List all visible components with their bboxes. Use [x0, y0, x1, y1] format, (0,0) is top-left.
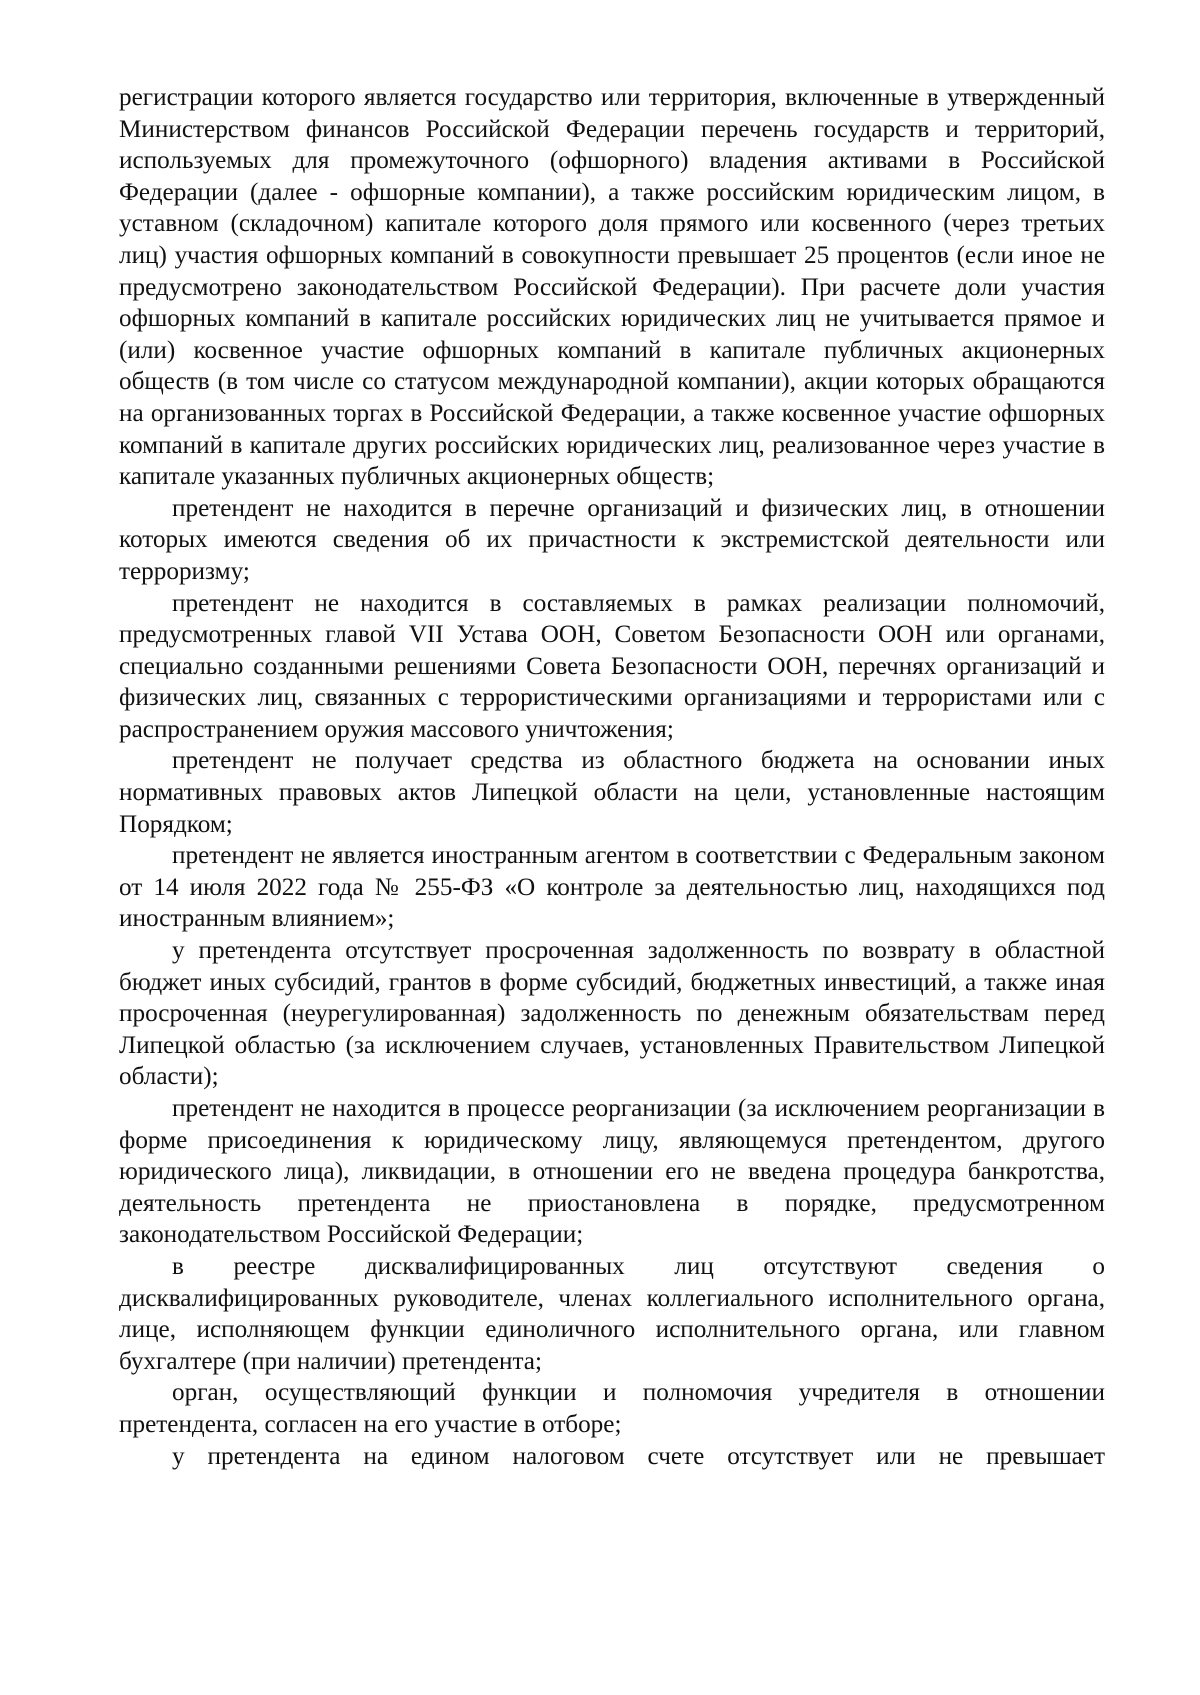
document-body	[119, 82, 1105, 1472]
paragraph-offshore-companies: регистрации которого является государство или территория, включенные в утвержденный Министерством финансов Российской Федерации перечень государств и территорий, используемых для промежуточного (офшорного) владения активами в Российской Федерации (далее - офшорные компании), а также российским юридическим лицом, в уставном (складочном) капитале которого доля прямого или косвенного (через третьих лиц) участия офшорных компаний в совокупности превышает 25 процентов (если иное не предусмотрено законодательством Российской Федерации). При расчете доли участия офшорных компаний в капитале российских юридических лиц не учитывается прямое и (или) косвенное участие офшорных компаний в капитале публичных акционерных обществ (в том числе со статусом международной компании), акции которых обращаются на организованных торгах в Российской Федерации, а также косвенное участие офшорных компаний в капитале других российских юридических лиц, реализованное через участие в капитале указанных публичных акционерных обществ;	[119, 84, 1105, 491]
paragraph-regional-budget-funds: претендент не получает средства из областного бюджета на основании иных нормативных правовых актов Липецкой области на цели, установленные настоящим Порядком;	[119, 747, 1105, 838]
paragraph-extremism-list: претендент не находится в перечне организаций и физических лиц, в отношении которых имеются сведения об их причастности к экстремистской деятельности или терроризму;	[119, 494, 1105, 585]
paragraph-foreign-agent: претендент не является иностранным агентом в соответствии с Федеральным законом от 14 июля 2022 года № 255-ФЗ «О контроле за деятельностью лиц, находящихся под иностранным влиянием»;	[119, 842, 1105, 933]
paragraph-un-sanctions-list: претендент не находится в составляемых в рамках реализации полномочий, предусмотренных главой VII Устава ООН, Советом Безопасности ООН или органами, специально созданными решениями Совета Безопасности ООН, перечнях организаций и физических лиц, связанных с террористическими организациями и террористами или с распространением оружия массового уничтожения;	[119, 589, 1105, 743]
paragraph-founder-consent: орган, осуществляющий функции и полномочия учредителя в отношении претендента, согласен на его участие в отборе;	[119, 1379, 1105, 1438]
paragraph-tax-account: у претендента на едином налоговом счете отсутствует или не превышает	[172, 1442, 1105, 1470]
paragraph-overdue-debt: у претендента отсутствует просроченная задолженность по возврату в областной бюджет иных субсидий, грантов в форме субсидий, бюджетных инвестиций, а также иная просроченная (неурегулированная) задолженность по денежным обязательствам перед Липецкой областью (за исключением случаев, установленных Правительством Липецкой области);	[119, 937, 1105, 1091]
paragraph-disqualified-persons: в реестре дисквалифицированных лиц отсутствуют сведения о дисквалифицированных руководителе, членах коллегиального исполнительного органа, лице, исполняющем функции единоличного исполнительного органа, или главном бухгалтере (при наличии) претендента;	[119, 1252, 1105, 1375]
paragraph-reorganization: претендент не находится в процессе реорганизации (за исключением реорганизации в форме присоединения к юридическому лицу, являющемуся претендентом, другого юридического лица), ликвидации, в отношении его не введена процедура банкротства, деятельность претендента не приостановлена в порядке, предусмотренном законодательством Российской Федерации;	[119, 1095, 1105, 1249]
